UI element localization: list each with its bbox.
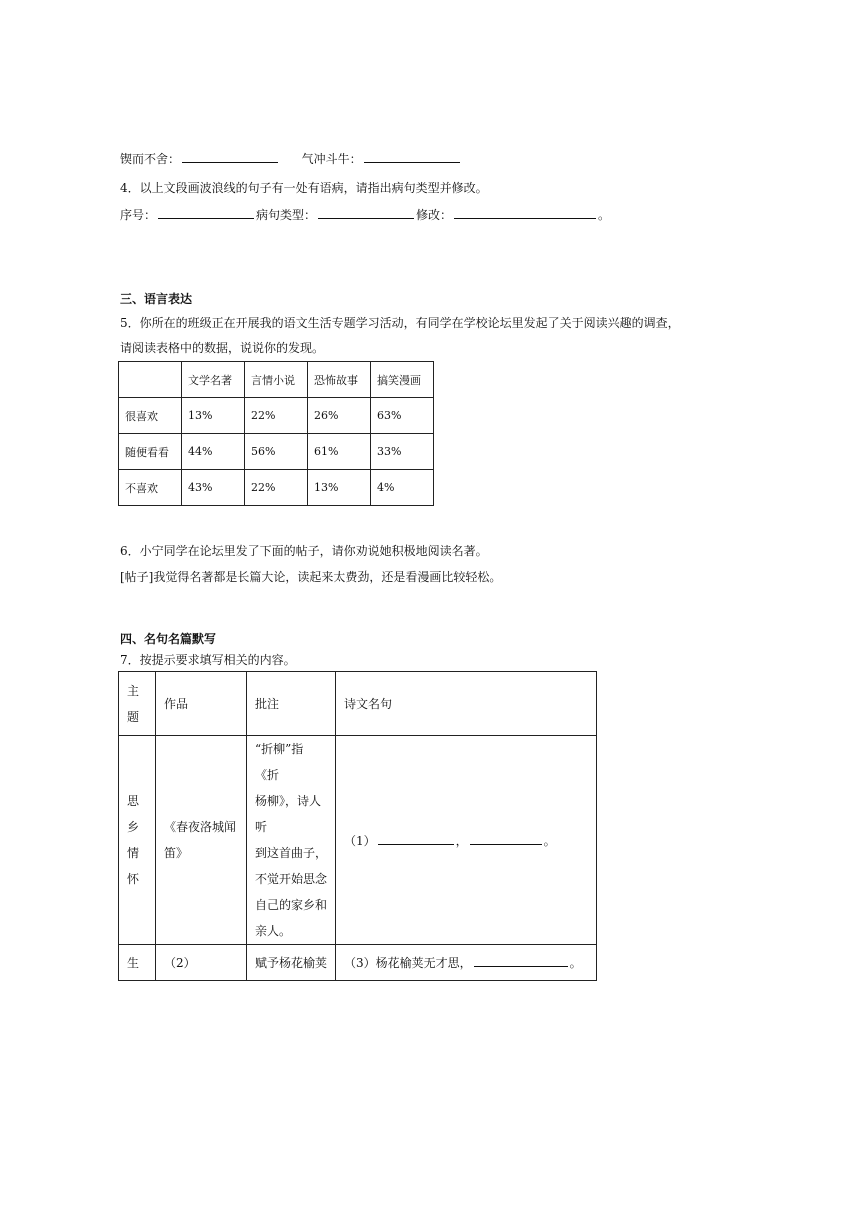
- vocab-b-label: 气冲斗牛：: [301, 152, 362, 166]
- table-cell: 22%: [245, 470, 308, 506]
- note-cell: “折柳”指《折 杨柳》，诗人听 到这首曲子， 不觉开始思念 自己的家乡和 亲人。: [247, 736, 336, 945]
- table-cell: 13%: [308, 470, 371, 506]
- table-cell: [119, 362, 182, 398]
- table-cell: 43%: [182, 470, 245, 506]
- work-cell: 《春夜洛城闻 笛》: [156, 736, 247, 945]
- table-header-row: [119, 362, 434, 398]
- blank-3[interactable]: [474, 955, 568, 967]
- table-cell: 63%: [371, 398, 434, 434]
- q4-type-blank[interactable]: [318, 207, 414, 219]
- q4-seq-label: 序号：: [120, 208, 157, 222]
- question-6: 6．小宁同学在论坛里发了下面的帖子，请你劝说她积极地阅读名著。: [120, 544, 488, 558]
- row-label: 很喜欢: [119, 398, 182, 434]
- blank-3-label: （3）杨花榆荚无才思，: [344, 956, 472, 970]
- table-cell: 56%: [245, 434, 308, 470]
- blank-1a[interactable]: [378, 833, 454, 845]
- comma: ，: [455, 833, 468, 848]
- question-4: 4．以上文段画波浪线的句子有一处有语病，请指出病句类型并修改。: [120, 181, 488, 195]
- table-row: [119, 945, 597, 981]
- section-4-heading: 四、名句名篇默写: [120, 632, 217, 646]
- table-cell: 44%: [182, 434, 245, 470]
- table-header-cell: 恐怖故事: [308, 362, 371, 398]
- row-label: 随便看看: [119, 434, 182, 470]
- vocab-a-label: 锲而不舍：: [120, 152, 181, 166]
- vocab-line: [120, 151, 462, 167]
- table-cell: 33%: [371, 434, 434, 470]
- table-header-cell: 言情小说: [245, 362, 308, 398]
- table-row: [119, 736, 597, 945]
- q4-type-label: 病句类型：: [256, 208, 317, 222]
- theme-cell: 思 乡 情 怀: [119, 736, 156, 945]
- row-label: 不喜欢: [119, 470, 182, 506]
- question-5-line1: 5．你所在的班级正在开展我的语文生活专题学习活动，有同学在学校论坛里发起了关于阅读兴趣的调查，: [120, 316, 680, 330]
- table-row: [119, 398, 434, 434]
- header-work: 作品: [156, 672, 247, 736]
- vocab-b-blank[interactable]: [364, 151, 460, 163]
- work-cell: （2）: [156, 945, 247, 981]
- q4-seq-blank[interactable]: [158, 207, 254, 219]
- question-5-line2: 请阅读表格中的数据，说说你的发现。: [120, 341, 325, 355]
- vocab-a-blank[interactable]: [182, 151, 278, 163]
- table-header-cell: 搞笑漫画: [371, 362, 434, 398]
- line-cell: [336, 945, 597, 981]
- blank-1b[interactable]: [470, 833, 542, 845]
- question-7: 7．按提示要求填写相关的内容。: [120, 653, 296, 667]
- q4-end-mark: 。: [598, 208, 611, 222]
- table-row: [119, 470, 434, 506]
- table-cell: 22%: [245, 398, 308, 434]
- table-cell: 26%: [308, 398, 371, 434]
- q4-fix-blank[interactable]: [454, 207, 596, 219]
- table-header-cell: 文学名著: [182, 362, 245, 398]
- table-header-row: [119, 672, 597, 736]
- table-row: [119, 434, 434, 470]
- section-3-heading: 三、语言表达: [120, 292, 193, 306]
- table-cell: 4%: [371, 470, 434, 506]
- blank-1-label: （1）: [344, 833, 376, 848]
- header-note: 批注: [247, 672, 336, 736]
- theme-cell: 生: [119, 945, 156, 981]
- reading-survey-table: [118, 361, 434, 506]
- period: 。: [569, 956, 582, 970]
- poem-table: [118, 671, 597, 981]
- header-line: 诗文名句: [336, 672, 597, 736]
- question-6-post: [帖子]我觉得名著都是长篇大论，读起来太费劲，还是看漫画比较轻松。: [120, 570, 502, 584]
- period: 。: [543, 833, 556, 848]
- table-cell: 13%: [182, 398, 245, 434]
- note-cell: 赋予杨花榆荚: [247, 945, 336, 981]
- table-cell: 61%: [308, 434, 371, 470]
- line-cell: [336, 736, 597, 945]
- q4-answer-line: [120, 207, 610, 223]
- q4-fix-label: 修改：: [416, 208, 453, 222]
- header-theme: 主 题: [119, 672, 156, 736]
